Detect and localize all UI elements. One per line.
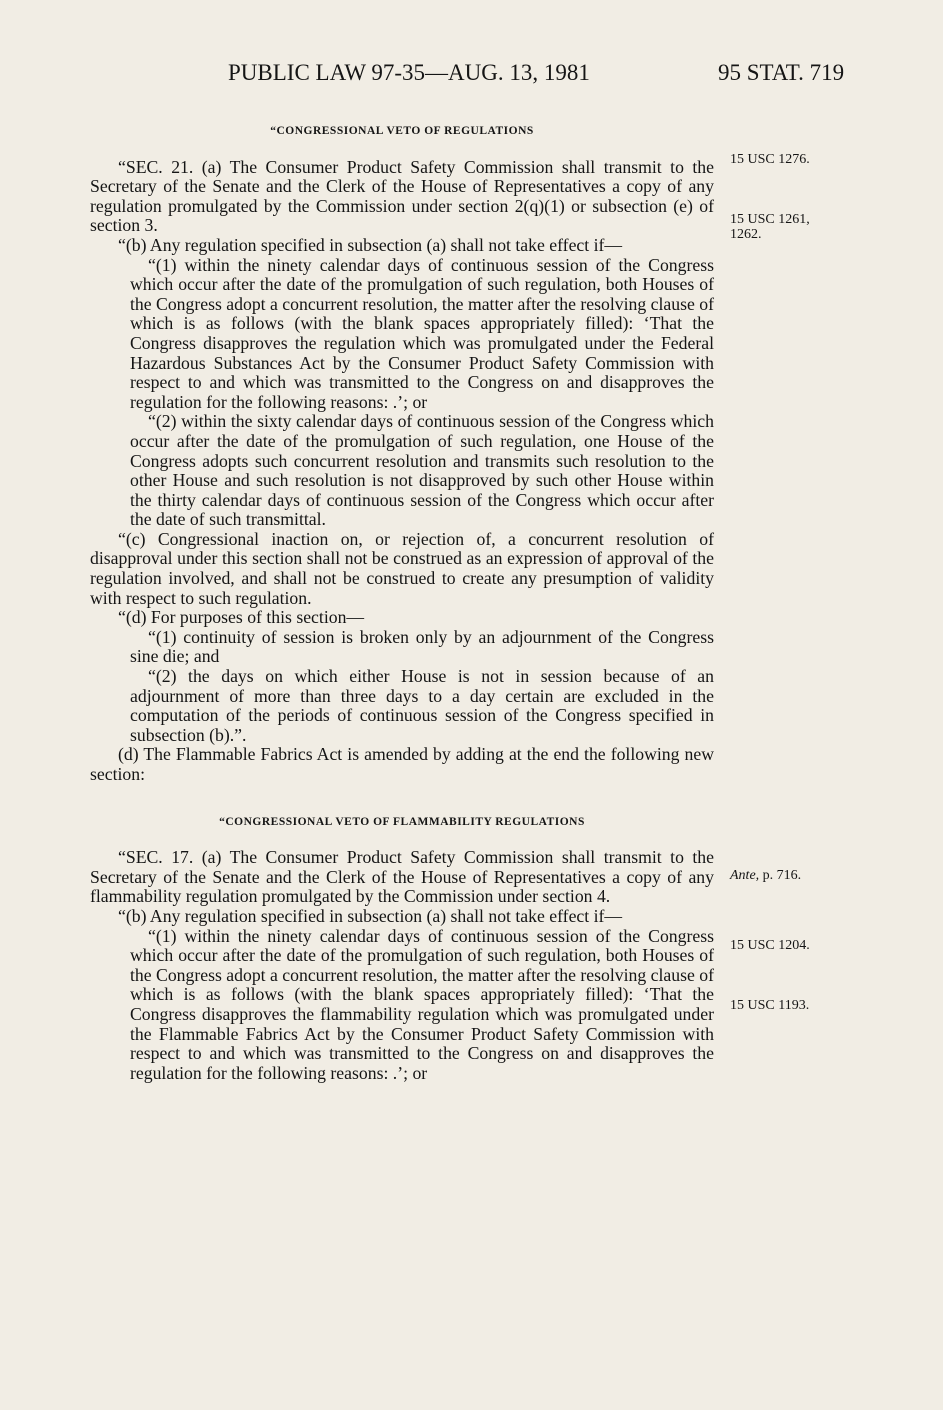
statute-page: 95 STAT. 719 (718, 60, 845, 85)
body-text (90, 116, 714, 1083)
sec-17-b-1: “(1) within the ninety calendar days of continuous session of the Congress which occur after the date of the promulgation of such regulation, both Houses of the Congress adopt a concurrent resolution, the matter after the resolving clause of which is as follows (with the blank spaces appropriately filled): ‘That the Congress disapproves the flammability regulation which was promulgated under the Flammable Fabrics Act by the Consumer Product Safety Commission with respect to and which was transmitted to the Congress on and disapproves the regulation for the following reasons: .’; or (130, 925, 714, 1083)
sec-21-b-2: “(2) within the sixty calendar days of continuous session of the Congress which occur after the date of the promulgation of such regulation, one House of the Congress adopts such concurrent resolution and transmits such resolution to the other House and such resolution is not disapproved by such other House within the thirty calendar days of continuous session of the Congress which occur after the date of such transmittal. (130, 411, 714, 530)
margin-citation: 15 USC 1204. (730, 938, 810, 953)
section-heading-flammability: “CONGRESSIONAL VETO OF FLAMMABILITY REGULATIONS (219, 815, 585, 828)
sec-21-d: “(d) For purposes of this section— (118, 607, 365, 628)
sec-17-a: “SEC. 17. (a) The Consumer Product Safety Commission shall transmit to the Secretary of the Senate and the Clerk of the House of Representatives a copy of any flammability regulation promulgated by the Commission under section 4. (90, 847, 714, 907)
margin-citation-page: p. 716. (759, 868, 802, 883)
margin-citation (730, 868, 840, 883)
sec-21-d-1: “(1) continuity of session is broken only by an adjournment of the Congress sine die; and (130, 626, 714, 667)
page-header (0, 60, 943, 92)
sec-21-b: “(b) Any regulation specified in subsection (a) shall not take effect if— (118, 234, 623, 255)
margin-citation: 15 USC 1261, 1262. (730, 212, 810, 242)
margin-citation: 15 USC 1276. (730, 152, 810, 167)
sec-21-d-2: “(2) the days on which either House is not in session because of an adjournment of more than three days to a day certain are excluded in the computation of the periods of continuous session of the Congress specified in subsection (b).”. (130, 666, 714, 745)
margin-citation: 15 USC 1193. (730, 998, 810, 1013)
sec-21-c: “(c) Congressional inaction on, or rejection of, a concurrent resolution of disapproval under this section shall not be construed as an expression of approval of the regulation involved, and shall not be construed to create any presumption of validity with respect to such regulation. (90, 528, 714, 608)
section-heading-regulations: “CONGRESSIONAL VETO OF REGULATIONS (270, 125, 534, 137)
law-title: PUBLIC LAW 97-35—AUG. 13, 1981 (228, 60, 590, 85)
sec-17-b: “(b) Any regulation specified in subsection (a) shall not take effect if— (118, 905, 623, 926)
sec-21-b-1: “(1) within the ninety calendar days of continuous session of the Congress which occur after the date of the promulgation of such regulation, both Houses of the Congress adopt a concurrent resolution, the matter after the resolving clause of which is as follows (with the blank spaces appropriately filled): ‘That the Congress disapproves the regulation which was promulgated under the Federal Hazardous Substances Act by the Consumer Product Safety Commission with respect to and which was transmitted to the Congress on and disapproves the regulation for the following reasons: .’; or (130, 254, 714, 412)
amendment-d: (d) The Flammable Fabrics Act is amended by adding at the end the following new section: (90, 744, 714, 784)
margin-citation-ante: Ante, (730, 868, 760, 883)
sec-21-a: “SEC. 21. (a) The Consumer Product Safety Commission shall transmit to the Secretary of the Senate and the Clerk of the House of Representatives a copy of any regulation promulgated by the Commission under section 2(q)(1) or subsection (e) of section 3. (90, 156, 714, 236)
